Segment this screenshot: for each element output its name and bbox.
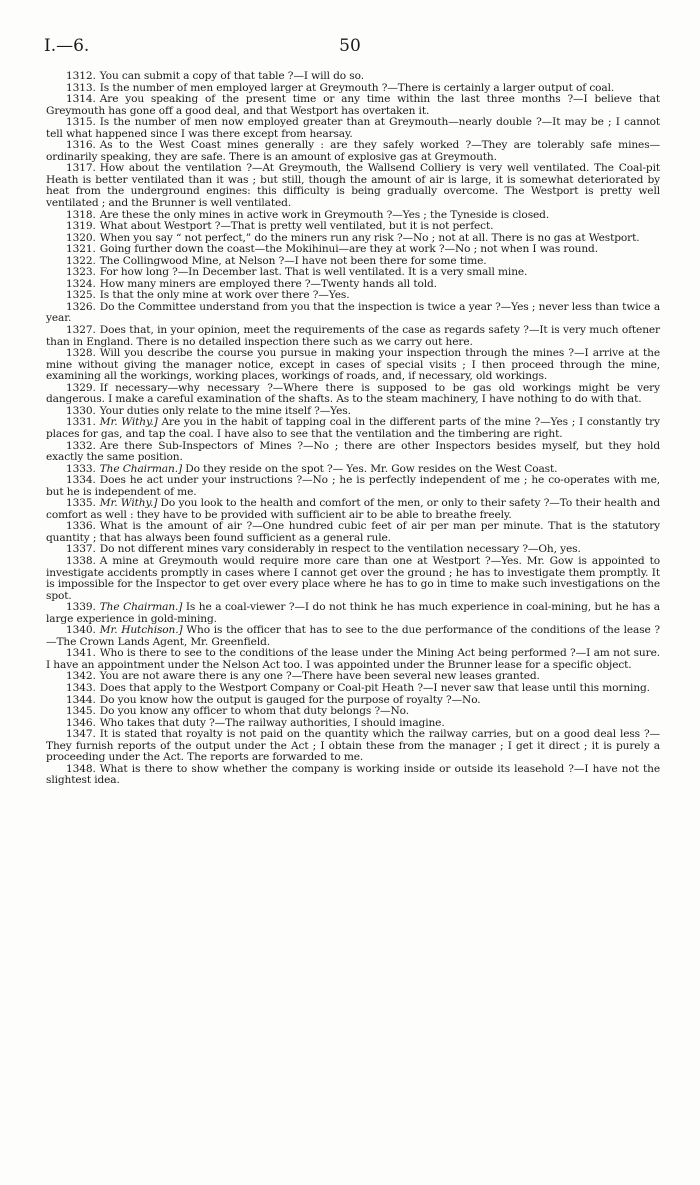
question-number: 1348.	[66, 762, 96, 775]
evidence-paragraph	[46, 94, 660, 117]
question-number: 1320.	[66, 231, 96, 244]
answer-text: —No ; not at all. There is no gas at Westport.	[402, 231, 640, 244]
question-number: 1314.	[66, 93, 96, 106]
answer-text: —There have been several new leases granted.	[291, 670, 540, 683]
question-text: Are there Sub-Inspectors of Mines ?	[99, 439, 303, 452]
question-number: 1327.	[66, 324, 96, 337]
speaker-label: The Chairman.]	[99, 462, 182, 475]
question-number: 1344.	[66, 693, 96, 706]
answer-text: —Where there is supposed to be gas old workings might be very dangerous. I make a careful examination of the shafts. As to the steam machinery, I have nothing to do with that.	[46, 381, 660, 406]
question-number: 1331.	[66, 416, 96, 429]
evidence-paragraph	[46, 117, 660, 140]
question-number: 1328.	[66, 347, 96, 360]
question-text: You are not aware there is any one ?	[99, 670, 292, 683]
evidence-paragraph	[46, 521, 660, 544]
question-number: 1335.	[66, 497, 96, 510]
answer-text: —They furnish reports of the output under the Act ; I obtain these from the manager ; I get it direct ; it is purely a proceeding under the Act. The reports are forwarded to me.	[46, 728, 660, 764]
speaker-label: The Chairman.]	[99, 601, 183, 614]
evidence-paragraph	[46, 602, 660, 625]
question-number: 1338.	[66, 554, 96, 567]
question-number: 1312.	[66, 70, 96, 82]
evidence-paragraph	[46, 383, 660, 406]
answer-text: —The railway authorities, I should imagine.	[214, 716, 445, 729]
question-text: The Collingwood Mine, at Nelson ?	[99, 254, 285, 267]
question-text: Going further down the coast—the Mokihinui—are they at work ?	[99, 243, 445, 256]
question-number: 1329.	[66, 381, 96, 394]
question-text: Are you speaking of the present time or any time within the last three months ?	[99, 93, 574, 106]
question-text: Is he a coal-viewer ?	[185, 601, 295, 614]
question-number: 1316.	[66, 139, 96, 152]
answer-text: —Yes ; I constantly try places for gas, and tap the coal. I have also to see that the ventilation and the timbering are right.	[46, 416, 660, 440]
question-text: Who takes that duty ?	[99, 716, 215, 729]
evidence-paragraph	[46, 163, 660, 209]
question-number: 1317.	[66, 162, 96, 175]
answer-text: —It is very much oftener than in England. There is no detailed inspection there such as we carry out here.	[46, 324, 660, 348]
answer-text: —Yes. Mr. Gow is appointed to investigate accidents promptly in cases where I cannot get over the ground ; he has to investigate them promptly. It is impossible for the Inspector to get over every place where he has to go in time to make such investigations on the spot.	[46, 554, 660, 602]
page-number: 50	[339, 36, 361, 56]
question-text: What is the amount of air ?	[99, 520, 253, 533]
evidence-paragraph	[46, 140, 660, 163]
evidence-paragraph	[46, 325, 660, 348]
question-text: Does that apply to the Westport Company or Coal-pit Heath ?	[99, 681, 423, 694]
question-number: 1315.	[66, 116, 96, 129]
answer-text: —In December last. That is well ventilated. It is a very small mine.	[177, 266, 528, 279]
answer-text: — Yes. Mr. Gow resides on the West Coast.	[332, 462, 558, 475]
answer-text: —I will do so.	[293, 70, 364, 82]
question-number: 1326.	[66, 300, 96, 313]
answer-text: —No.	[380, 705, 409, 718]
question-number: 1336.	[66, 520, 96, 533]
paper-reference: I.—6.	[44, 36, 90, 56]
answer-text: —Twenty hands all told.	[310, 277, 437, 290]
question-number: 1322.	[66, 254, 96, 267]
answer-text: —There is certainly a larger output of coal.	[387, 81, 615, 94]
question-number: 1341.	[66, 647, 96, 660]
answer-text: —I do not think he has much experience in coal-mining, but he has a large experience in gold-mining.	[46, 601, 660, 625]
answer-text: —Yes.	[318, 289, 350, 302]
speaker-label: Mr. Hutchison.]	[99, 624, 183, 637]
answer-text: —No.	[451, 693, 481, 706]
evidence-paragraph	[46, 348, 660, 383]
evidence-paragraph	[46, 498, 660, 521]
question-number: 1330.	[66, 404, 96, 417]
question-text: If necessary—why necessary ?	[99, 381, 273, 394]
answer-text: —nearly double ?—It may be ; I cannot tell what happened since I was there except from hearsay.	[46, 116, 660, 140]
question-text: Are you in the habit of tapping coal in the different parts of the mine ?	[161, 416, 541, 429]
question-text: What about Westport ?	[99, 220, 221, 233]
question-number: 1319.	[66, 220, 96, 233]
question-text: Do you look to the health and comfort of the men, or only to their safety ?	[160, 497, 550, 510]
question-text: Do the Committee understand from you that the inspection is twice a year ?	[99, 300, 501, 313]
answer-text: —No ; he is perfectly independent of me ; he co-operates with me, but he is independent of me.	[46, 474, 660, 498]
question-text: For how long ?	[99, 266, 178, 279]
evidence-paragraph	[46, 302, 660, 325]
answer-text: —I have not the slightest idea.	[46, 762, 660, 787]
question-number: 1334.	[66, 474, 96, 487]
evidence-body	[46, 71, 660, 787]
evidence-paragraph	[46, 764, 660, 787]
question-number: 1323.	[66, 266, 96, 279]
question-text: A mine at Greymouth would require more care than one at Westport ?	[99, 554, 491, 567]
question-number: 1340.	[66, 624, 96, 637]
speaker-label: Mr. Withy.]	[99, 416, 158, 429]
question-number: 1325.	[66, 289, 96, 302]
evidence-paragraph	[46, 417, 660, 440]
question-text: Do not different mines vary considerably in respect to the ventilation necessary ?	[99, 543, 528, 556]
question-number: 1347.	[66, 728, 96, 741]
question-number: 1324.	[66, 277, 96, 290]
question-text: Is the number of men employed larger at Greymouth ?	[99, 81, 388, 94]
question-text: As to the West Coast mines generally : are they safely worked ?	[99, 139, 472, 152]
question-text: Will you describe the course you pursue in making your inspection through the mines ?	[99, 347, 574, 360]
question-text: Does that, in your opinion, meet the requirements of the case as regards safety ?	[99, 324, 529, 337]
answer-text: —No ; not when I was round.	[444, 243, 598, 256]
answer-text: —Oh, yes.	[527, 543, 581, 556]
evidence-paragraph	[46, 625, 660, 648]
question-number: 1343.	[66, 681, 96, 694]
question-number: 1332.	[66, 439, 96, 452]
evidence-paragraph	[46, 441, 660, 464]
question-number: 1333.	[66, 462, 96, 475]
evidence-paragraph	[46, 556, 660, 602]
answer-text: —I believe that Greymouth has gone off a good deal, and that Westport has overtaken it.	[46, 93, 660, 117]
evidence-paragraph	[46, 475, 660, 498]
question-text: Is the number of men now employed greater than at Greymouth	[99, 116, 449, 129]
answer-text: —To their health and comfort as well : they have to be provided with sufficient air to be able to breathe freely.	[46, 497, 661, 521]
question-text: How many miners are employed there ?	[99, 277, 311, 290]
answer-text: —Yes ; the Tyneside is closed.	[392, 208, 550, 221]
answer-text: —Yes ; never less than twice a year.	[46, 300, 661, 325]
answer-text: —I have not been there for some time.	[284, 254, 487, 267]
answer-text: —I never saw that lease until this morning.	[422, 681, 650, 694]
question-number: 1345.	[66, 705, 96, 718]
answer-text: —At Greymouth, the Wallsend Colliery is very well ventilated. The Coal-pit Heath is better ventilated than it was ; but still, though the amount of air is large, it is somewhat deteriorated by heat from the underground engines: this difficulty is being gradually overcome. The Westport is pretty well ventilated ; and the Brunner is well ventilated.	[46, 162, 661, 210]
question-text: Do you know how the output is gauged for the purpose of royalty ?	[99, 693, 452, 706]
question-text: Are these the only mines in active work in Greymouth ?	[99, 208, 393, 221]
speaker-label: Mr. Withy.]	[99, 497, 158, 510]
answer-text: —No ; there are other Inspectors besides myself, but they hold exactly the same position.	[46, 439, 660, 464]
question-text: Does he act under your instructions ?	[99, 474, 303, 487]
evidence-paragraph	[46, 729, 660, 764]
question-number: 1318.	[66, 208, 96, 221]
question-number: 1313.	[66, 81, 96, 94]
question-number: 1321.	[66, 243, 96, 256]
question-number: 1346.	[66, 716, 96, 729]
question-text: You can submit a copy of that table ?	[99, 70, 294, 82]
page-header	[44, 36, 656, 58]
question-text: Do they reside on the spot ?	[185, 462, 333, 475]
answer-text: —The Crown Lands Agent, Mr. Greenfield.	[46, 635, 271, 648]
question-text: What is there to show whether the company is working inside or outside its leasehold ?	[99, 762, 574, 775]
answer-text: —One hundred cubic feet of air per man per minute. That is the statutory quantity ; that has always been found sufficient as a general rule.	[46, 520, 661, 544]
answer-text: —Yes.	[319, 404, 351, 417]
question-number: 1342.	[66, 670, 96, 683]
answer-text: —They are tolerably safe mines—ordinarily speaking, they are safe. There is an amount of explosive gas at Greymouth.	[46, 139, 660, 163]
question-text: It is stated that royalty is not paid on the quantity which the railway carries, but on a good deal less ?	[99, 728, 650, 741]
question-number: 1339.	[66, 601, 96, 614]
question-text: Is that the only mine at work over there ?	[99, 289, 319, 302]
question-text: Who is there to see to the conditions of the lease under the Mining Act being performed ?	[99, 647, 576, 660]
question-text: Your duties only relate to the mine itself ?	[99, 404, 320, 417]
answer-text: —That is pretty well ventilated, but it is not perfect.	[220, 220, 494, 233]
question-text: Do you know any officer to whom that duty belongs ?	[99, 705, 381, 718]
question-number: 1337.	[66, 543, 96, 556]
question-text: Who is the officer that has to see to the due performance of the conditions of the lease ?	[186, 624, 660, 637]
question-text: How about the ventilation ?	[99, 162, 252, 175]
question-text: When you say “ not perfect,” do the miners run any risk ?	[99, 231, 403, 244]
answer-text: —I am not sure. I have an appointment under the Nelson Act too. I was appointed under the Brunner lease for a specific object.	[46, 647, 660, 671]
answer-text: —I arrive at the mine without giving the manager notice, except in cases of special visits ; I then proceed through the mine, examining all the workings, working places, workings of roads, and, if necessary, old workings.	[46, 347, 660, 383]
evidence-paragraph	[46, 648, 660, 671]
